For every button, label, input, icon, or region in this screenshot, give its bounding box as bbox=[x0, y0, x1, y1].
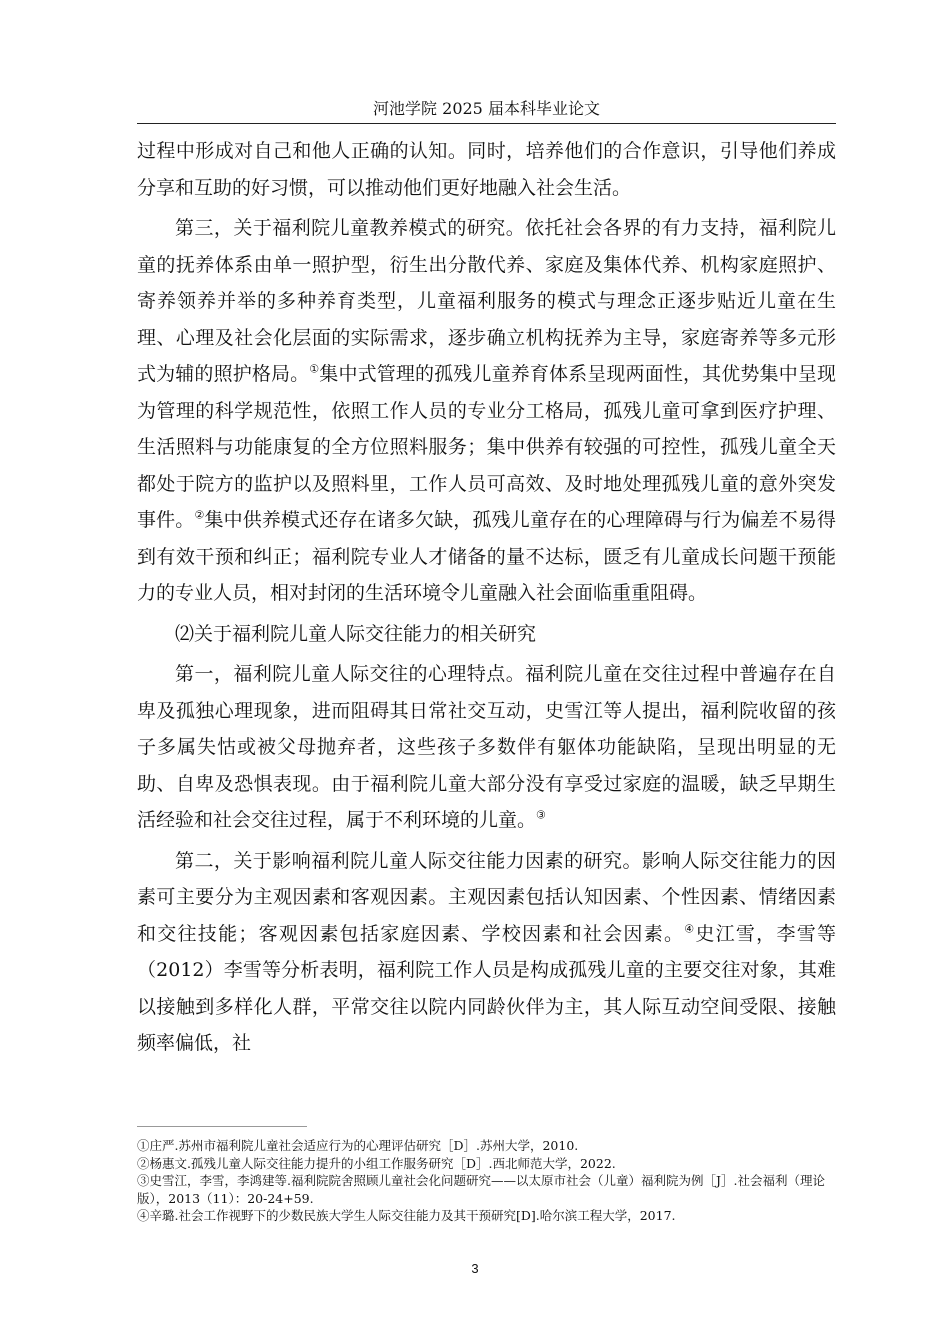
paragraph-text: 史江雪，李雪等（2012）李雪等分析表明，福利院工作人员是构成孤残儿童的主要交往对象，其难以接触到多样化人群，平常交往以院内同龄伙伴为主，其人际互动空间受限、接触频率偏低，社 bbox=[137, 922, 836, 1054]
footnote-item: ④辛璐.社会工作视野下的少数民族大学生人际交往能力及其干预研究[D].哈尔滨工程大学，2017. bbox=[137, 1208, 676, 1223]
footnote-item: ②杨惠文.孤残儿童人际交往能力提升的小组工作服务研究［D］.西北师范大学，2022. bbox=[137, 1155, 616, 1171]
running-header: 河池学院 2025 届本科毕业论文 bbox=[373, 99, 600, 118]
paragraph-psychology bbox=[137, 656, 836, 839]
paragraph-parenting-models bbox=[137, 210, 836, 612]
footnote-item: ①庄严.苏州市福利院儿童社会适应行为的心理评估研究［D］.苏州大学，2010. bbox=[137, 1138, 579, 1153]
footnote-mark: ④ bbox=[684, 922, 696, 936]
footnotes bbox=[137, 1137, 836, 1225]
body-text bbox=[137, 133, 836, 1062]
paragraph-text: 集中供养模式还存在诸多欠缺，孤残儿童存在的心理障碍与行为偏差不易得到有效干预和纠正；福利院专业人才储备的量不达标，匮乏有儿童成长问题干预能力的专业人员，相对封闭的生活环境令儿童融入社会面临重重阻碍。 bbox=[137, 509, 836, 604]
paragraph-text: 第三，关于福利院儿童教养模式的研究。依托社会各界的有力支持，福利院儿童的抚养体系由单一照护型，衍生出分散代养、家庭及集体代养、机构家庭照护、寄养领养并举的多种养育类型，儿童福利服务的模式与理念正逐步贴近儿童在生理、心理及社会化层面的实际需求，逐步确立机构抚养为主导，家庭寄养等多元形式为辅的照护格局。 bbox=[137, 217, 836, 385]
page-number: 3 bbox=[471, 1261, 479, 1276]
footnote-item: ③史雪江，李雪，李鸿建等.福利院院舍照顾儿童社会化问题研究——以太原市社会（儿童）福利院为例［J］.社会福利（理论版），2013（11）：20-24+59. bbox=[137, 1173, 825, 1206]
footnote-mark: ① bbox=[309, 362, 320, 376]
paragraph-text: 第二，关于影响福利院儿童人际交往能力因素的研究。影响人际交往能力的因素可主要分为主观因素和客观因素。主观因素包括认知因素、个性因素、情绪因素和交往技能；客观因素包括家庭因素、学校因素和社会因素。 bbox=[137, 849, 836, 945]
paragraph-influencing-factors bbox=[137, 843, 836, 1062]
paragraph-text: 第一，福利院儿童人际交往的心理特点。福利院儿童在交往过程中普遍存在自卑及孤独心理现象，进而阻碍其日常社交互动，史雪江等人提出，福利院收留的孩子多属失怙或被父母抛弃者，这些孩子多数伴有躯体功能缺陷，呈现出明显的无助、自卑及恐惧表现。由于福利院儿童大部分没有享受过家庭的温暖，缺乏早期生活经验和社会交往过程，属于不利环境的儿童。 bbox=[137, 663, 836, 831]
paragraph-text: 集中式管理的孤残儿童养育体系呈现两面性，其优势集中呈现为管理的科学规范性，依照工作人员的专业分工格局，孤残儿童可拿到医疗护理、生活照料与功能康复的全方位照料服务；集中供养有较强的可控性，孤残儿童全天都处于院方的监护以及照料里，工作人员可高效、及时地处理孤残儿童的意外突发事件。 bbox=[137, 363, 836, 531]
paragraph-continuation: 过程中形成对自己和他人正确的认知。同时，培养他们的合作意识，引导他们养成分享和互助的好习惯，可以推动他们更好地融入社会生活。 bbox=[137, 140, 836, 199]
footnote-mark: ③ bbox=[536, 808, 546, 822]
header-rule bbox=[137, 123, 836, 124]
footnote-separator bbox=[137, 1126, 307, 1127]
section-heading: ⑵关于福利院儿童人际交往能力的相关研究 bbox=[175, 622, 537, 645]
footnote-mark: ② bbox=[194, 508, 205, 522]
